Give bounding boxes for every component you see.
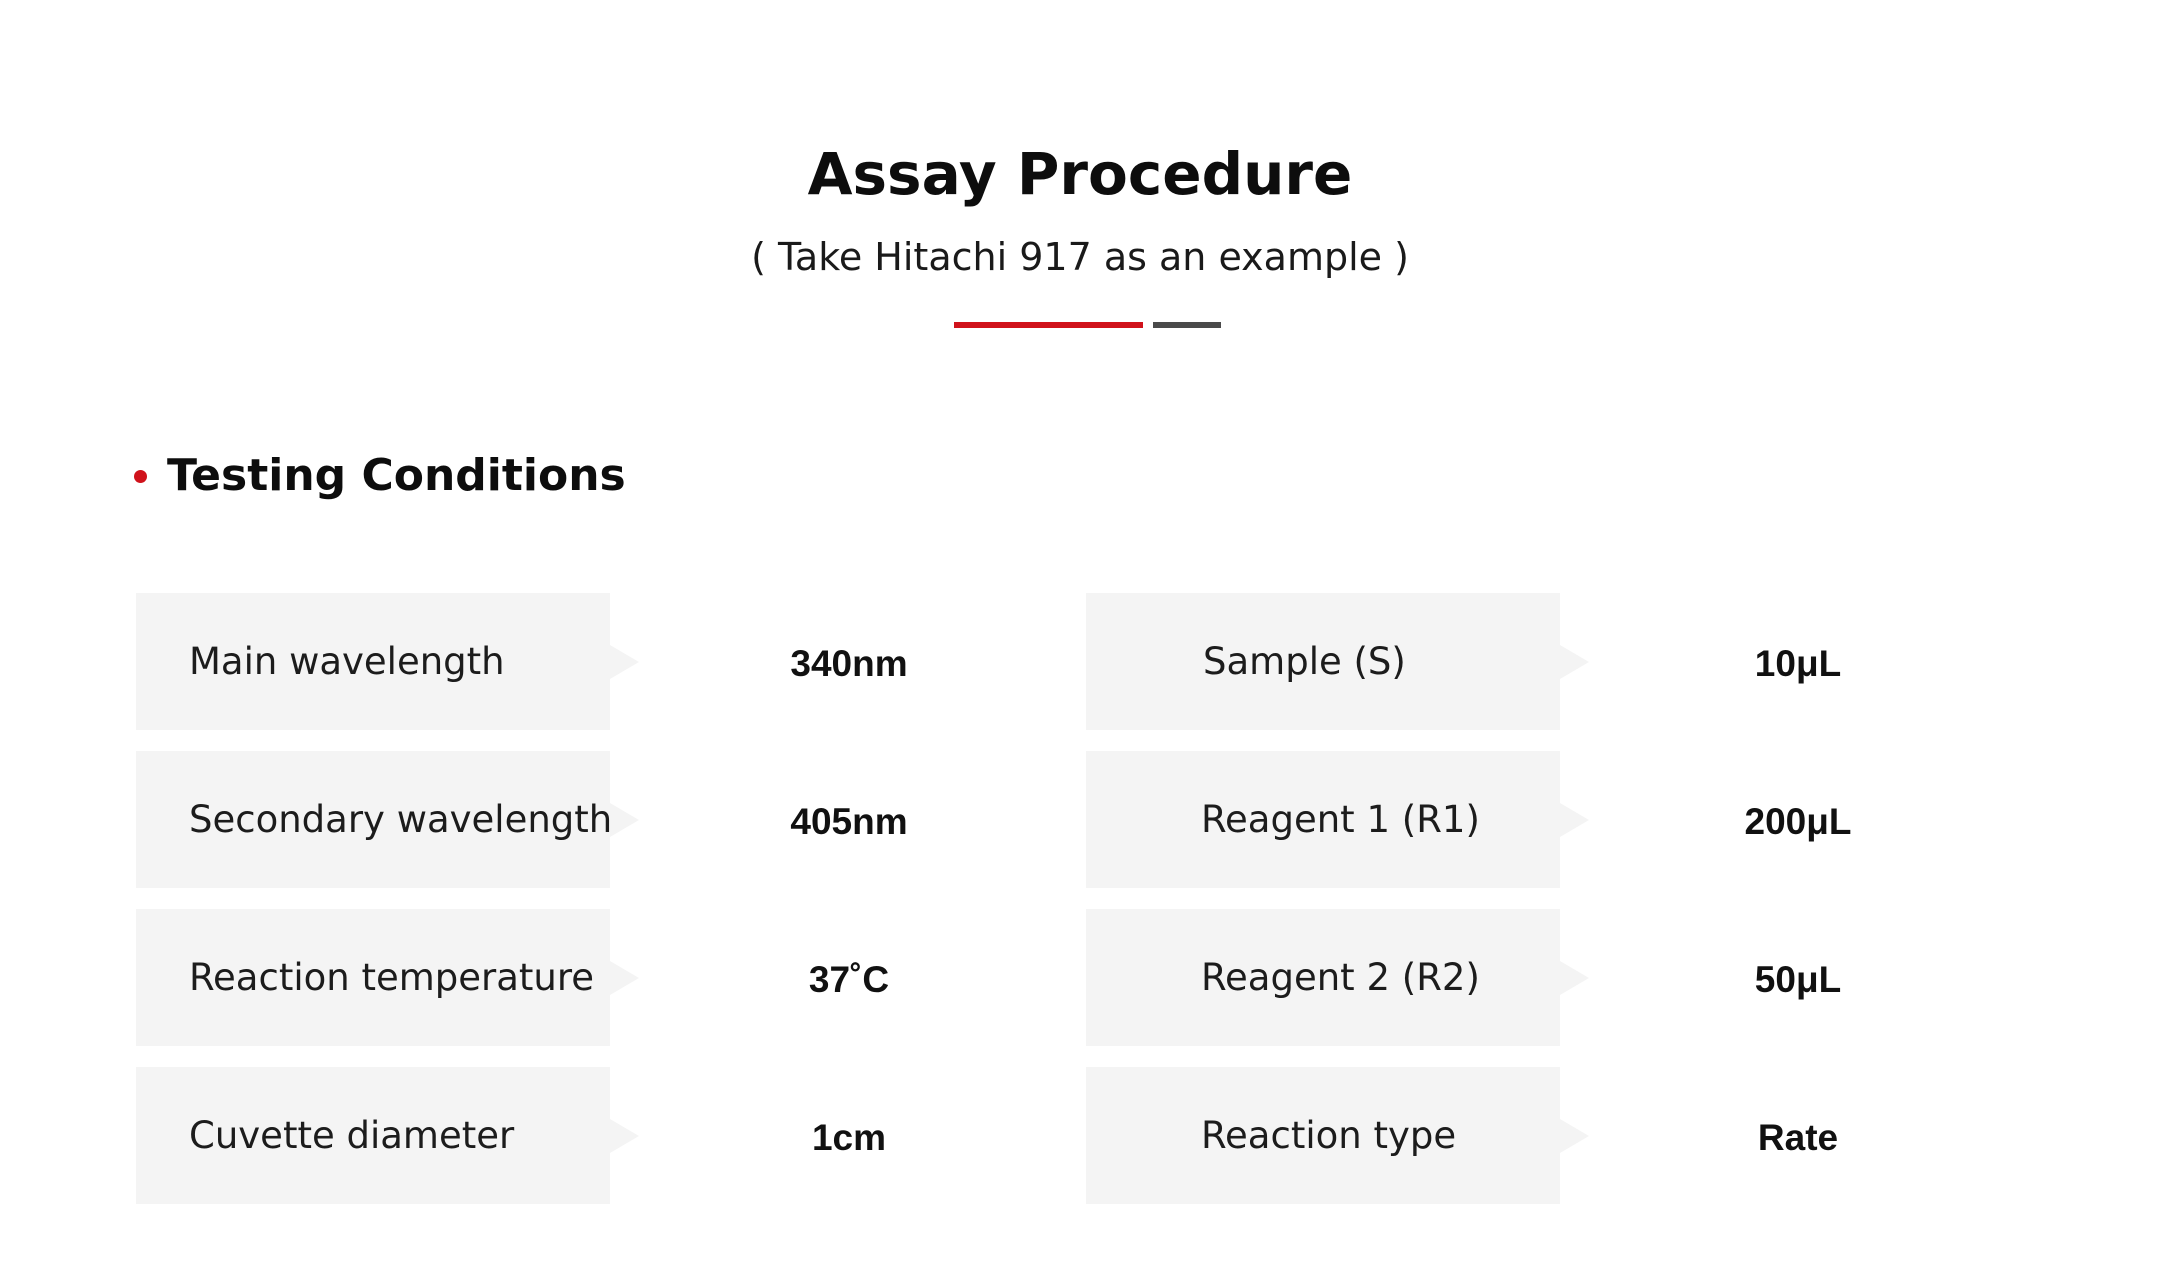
bullet-dot-icon	[134, 470, 147, 483]
condition-row-reaction-type	[0, 1067, 2160, 1204]
condition-label: Reaction type	[1201, 1114, 1457, 1157]
section-heading	[134, 446, 626, 506]
condition-label: Secondary wavelength	[189, 798, 613, 841]
condition-row-sample	[0, 593, 2160, 730]
title-underline-accent	[954, 322, 1143, 328]
page-title: Assay Procedure	[807, 140, 1353, 208]
condition-label: Reagent 1 (R1)	[1201, 798, 1480, 841]
condition-value: 37˚C	[808, 959, 890, 1000]
condition-label: Sample (S)	[1203, 640, 1406, 683]
condition-value: 340nm	[790, 643, 908, 684]
condition-label: Cuvette diameter	[189, 1114, 515, 1157]
condition-row-reagent-1	[0, 751, 2160, 888]
condition-row-reagent-2	[0, 909, 2160, 1046]
section-title: Testing Conditions	[167, 450, 626, 501]
condition-value: 50μL	[1754, 959, 1842, 1000]
condition-label: Reaction temperature	[189, 956, 595, 999]
condition-value: Rate	[1757, 1117, 1839, 1158]
condition-value: 1cm	[811, 1117, 887, 1158]
condition-label: Main wavelength	[189, 640, 505, 683]
title-underline-secondary	[1153, 322, 1221, 328]
condition-value: 405nm	[790, 801, 908, 842]
condition-value: 200μL	[1744, 801, 1852, 842]
condition-value: 10μL	[1754, 643, 1842, 684]
condition-label: Reagent 2 (R2)	[1201, 956, 1480, 999]
page-subtitle: ( Take Hitachi 917 as an example )	[751, 235, 1409, 279]
